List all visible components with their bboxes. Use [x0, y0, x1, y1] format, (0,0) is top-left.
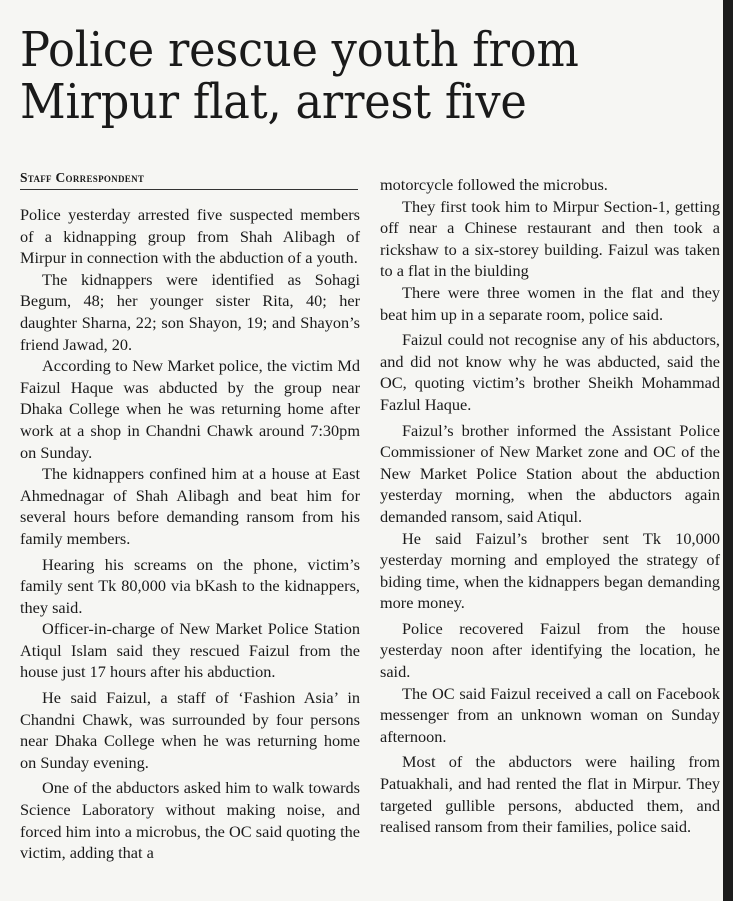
paragraph: There were three women in the flat and they beat him up in a separate room, police said. [380, 282, 720, 324]
left-column [20, 204, 360, 864]
headline-line-2: Mirpur flat, arrest five [20, 74, 527, 130]
paragraph: The OC said Faizul received a call on Facebook messenger from an unknown woman on Sunday afternoon. [380, 683, 720, 746]
headline [20, 24, 662, 128]
paragraph: The kidnappers confined him at a house at East Ahmednagar of Shah Alibagh and beat him for several hours before demanding ransom from his family members. [20, 464, 360, 548]
byline: Staff Correspondent [20, 170, 358, 190]
paragraph: motorcycle followed the microbus. [380, 175, 608, 194]
paragraph: Most of the abductors were hailing from Patuakhali, and had rented the flat in Mirpur. They targeted gullible persons, abducted them, and realised ransom from their families, police said. [380, 752, 720, 837]
paragraph: Police yesterday arrested five suspected members of a kidnapping group from Shah Alibagh of Mirpur in connection with the abduction of a youth. [20, 205, 360, 268]
headline-line-1: Police rescue youth from [20, 22, 579, 78]
paragraph: He said Faizul’s brother sent Tk 10,000 yesterday morning and employed the strategy of biding time, when the kidnappers began demanding more money. [380, 528, 720, 613]
paragraph: The kidnappers were identified as Sohagi Begum, 48; her younger sister Rita, 40; her daughter Sharna, 22; son Shayon, 19; and Shayon’s friend Jawad, 20. [20, 269, 360, 354]
paragraph: He said Faizul, a staff of ‘Fashion Asia’ in Chandni Chawk, was surrounded by four persons near Dhaka College when he was returning home on Sunday evening. [20, 688, 360, 772]
paragraph: One of the abductors asked him to walk towards Science Laboratory without making noise, and forced him into a microbus, the OC said quoting the victim, adding that a [20, 778, 360, 863]
right-column [380, 174, 720, 838]
paragraph: Hearing his screams on the phone, victim’s family sent Tk 80,000 via bKash to the kidnappers, they said. [20, 554, 360, 617]
paragraph: They first took him to Mirpur Section-1, getting off near a Chinese restaurant and then took a rickshaw to a six-storey building. Faizul was taken to a flat in the biulding [380, 196, 720, 281]
paragraph: Police recovered Faizul from the house yesterday noon after identifying the location, he said. [380, 618, 720, 682]
paragraph: According to New Market police, the victim Md Faizul Haque was abducted by the group near Dhaka College when he was returning home after work at a shop in Chandni Chawk around 7:30pm on Sunday. [20, 356, 360, 462]
paragraph: Faizul could not recognise any of his abductors, and did not know why he was abducted, said the OC, quoting victim’s brother Sheikh Mohammad Fazlul Haque. [380, 330, 720, 414]
paragraph: Faizul’s brother informed the Assistant Police Commissioner of New Market zone and OC of the New Market Police Station about the abduction yesterday morning, when the abductors again demanded ransom, said Atiqul. [380, 420, 720, 526]
paragraph: Officer-in-charge of New Market Police Station Atiqul Islam said they rescued Faizul from the house just 17 hours after his abduction. [20, 619, 360, 682]
page-edge-border [723, 0, 733, 901]
